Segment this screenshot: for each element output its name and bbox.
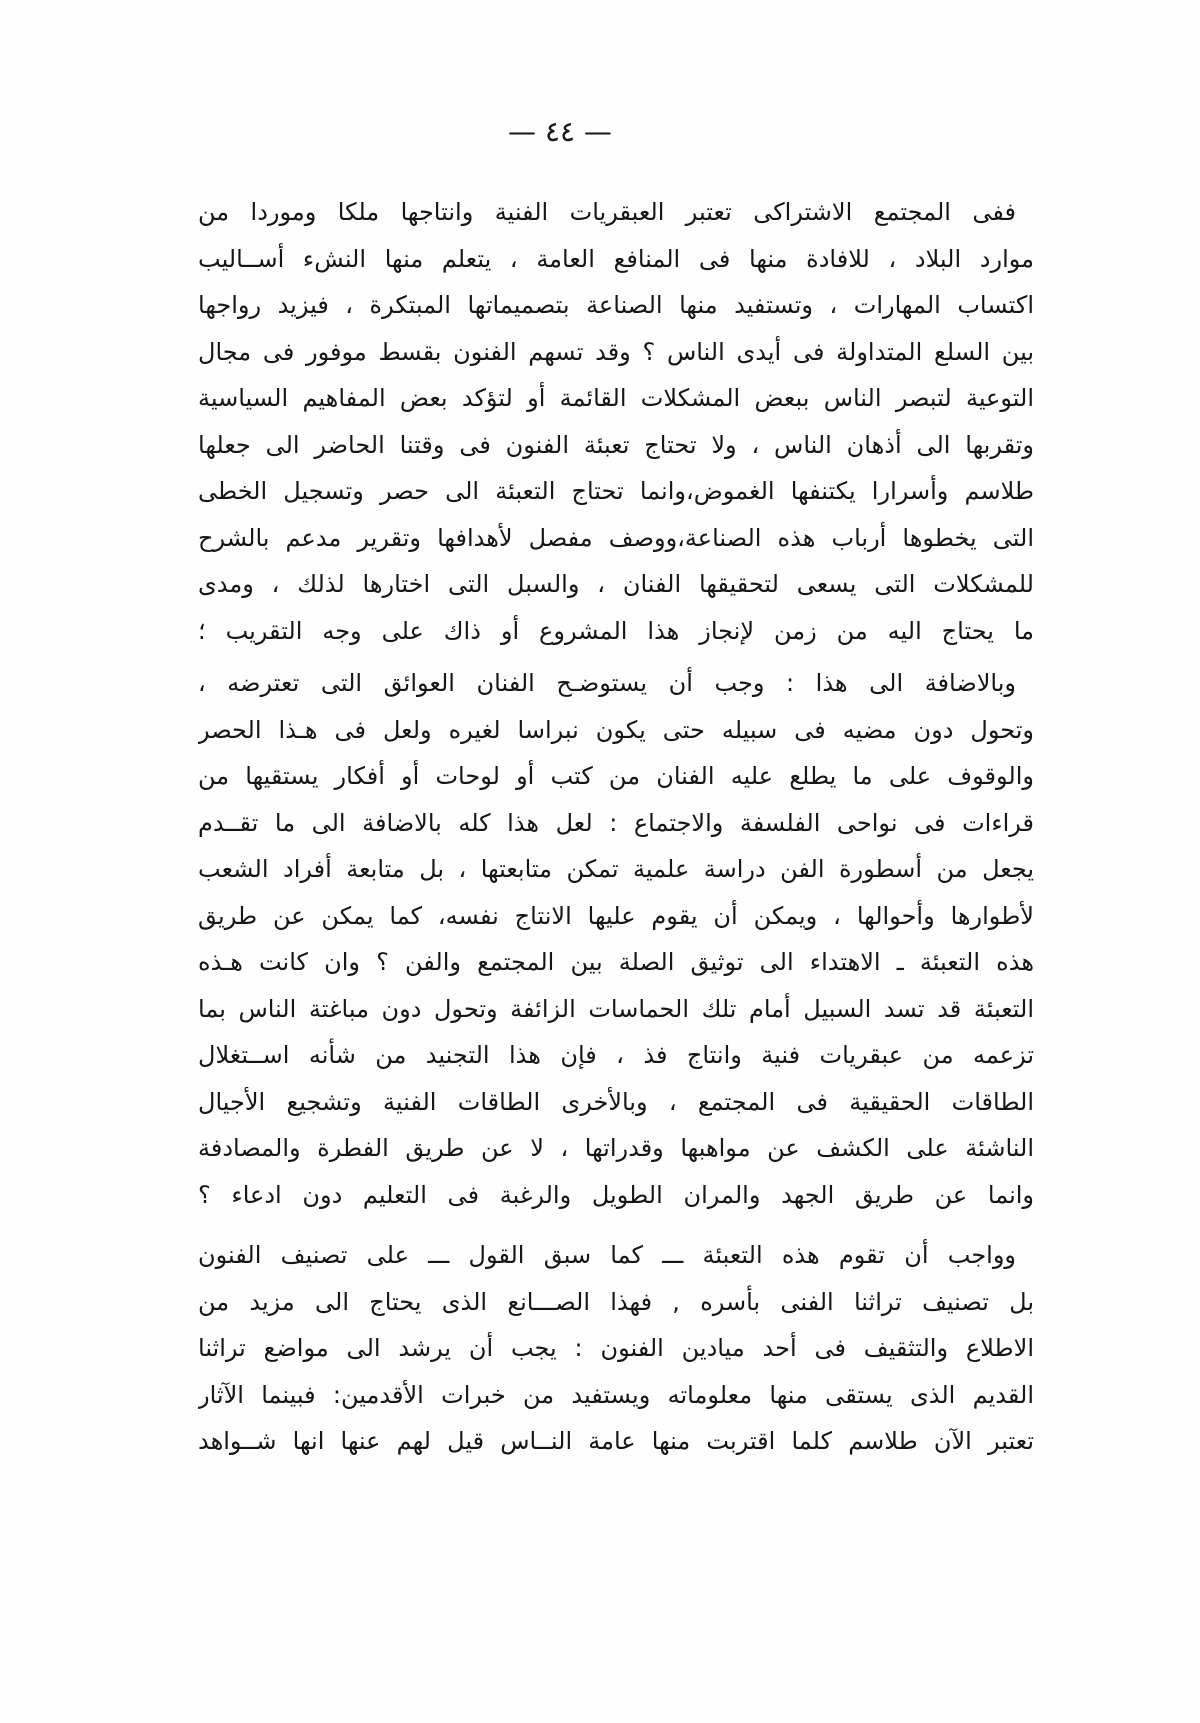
text-line: التى يخطوها أرباب هذه الصناعة،ووصف مفصل لأهدافها وتقرير مدعم بالشرح	[198, 523, 1034, 552]
text-line: والوقوف على ما يطلع عليه الفنان من كتب أو لوحات أو أفكار يستقيها من	[198, 762, 1034, 790]
text-line: بل تصنيف تراثنا الفنى بأسره , فهذا الصـــانع الذى يحتاج الى مزيد من	[198, 1287, 1034, 1316]
text-line: الاطلاع والتثقيف فى أحد ميادين الفنون : يجب أن يرشد الى مواضع تراثنا	[198, 1334, 1034, 1362]
text-line: قراءات فى نواحى الفلسفة والاجتماع : لعل هذا كله بالاضافة الى ما تقــدم	[198, 808, 1034, 837]
text-line: الطاقات الحقيقية فى المجتمع ، وبالأخرى الطاقات الفنية وتشجيع الأجيال	[198, 1087, 1034, 1116]
text-line: القديم الذى يستقى منها معلوماته ويستفيد من خبرات الأقدمين: فبينما الآثار	[198, 1380, 1034, 1409]
page-number: — ٤٤ —	[508, 115, 612, 148]
text-line: بين السلع المتداولة فى أيدى الناس ؟ وقد تسهم الفنون بقسط موفور فى مجال	[198, 337, 1034, 366]
text-line: وتقربها الى أذهان الناس ، ولا تحتاج تعبئة الفنون فى وقتنا الحاضر الى جعلها	[198, 430, 1034, 459]
text-line: وتحول دون مضيه فى سبيله حتى يكون نبراسا لغيره ولعل فى هـذا الحصر	[198, 715, 1034, 744]
text-line: ما يحتاج اليه من زمن لإنجاز هذا المشروع أو ذاك على وجه التقريب ؛	[198, 616, 1034, 645]
text-line: يجعل من أسطورة الفن دراسة علمية تمكن متابعتها ، بل متابعة أفراد الشعب	[198, 855, 1034, 883]
text-line: هذه التعبئة ـ الاهتداء الى توثيق الصلة بين المجتمع والفن ؟ وان كانت هـذه	[198, 948, 1034, 976]
paragraph	[198, 660, 1034, 1218]
text-line: وبالاضافة الى هذا : وجب أن يستوضـح الفنان العوائق التى تعترضه ،	[198, 669, 1016, 697]
text-line: تزعمه من عبقريات فنية وانتاج فذ ، فإن هذا التجنيد من شأنه اســتغلال	[198, 1041, 1034, 1069]
text-line: وانما عن طريق الجهد والمران الطويل والرغبة فى التعليم دون ادعاء ؟	[198, 1180, 1034, 1209]
text-line: التوعية لتبصر الناس ببعض المشكلات القائمة أو لتؤكد بعض المفاهيم السياسية	[198, 384, 1034, 412]
text-line: ففى المجتمع الاشتراكى تعتبر العبقريات الفنية وانتاجها ملكا وموردا من	[198, 198, 1016, 226]
text-line: لأطوارها وأحوالها ، ويمكن أن يقوم عليها الانتاج نفسه، كما يمكن عن طريق	[198, 901, 1034, 930]
paragraph	[198, 1232, 1034, 1465]
text-line: للمشكلات التى يسعى لتحقيقها الفنان ، والسبل التى اختارها لذلك ، ومدى	[198, 570, 1034, 598]
text-line: وواجب أن تقوم هذه التعبئة ـــ كما سبق القول ـــ على تصنيف الفنون	[198, 1241, 1016, 1269]
text-line: اكتساب المهارات ، وتستفيد منها الصناعة بتصميماتها المبتكرة ، فيزيد رواجها	[198, 291, 1034, 319]
text-line: طلاسم وأسرارا يكتنفها الغموض،وانما تحتاج التعبئة الى حصر وتسجيل الخطى	[198, 477, 1034, 505]
text-line: التعبئة قد تسد السبيل أمام تلك الحماسات الزائفة وتحول دون مباغتة الناس بما	[198, 994, 1034, 1023]
paragraph	[198, 189, 1034, 654]
text-line: موارد البلاد ، للافادة منها فى المنافع العامة ، يتعلم منها النشء أســاليب	[198, 244, 1034, 273]
text-line: تعتبر الآن طلاسم كلما اقتربت منها عامة النــاس قيل لهم عنها انها شــواهد	[198, 1427, 1034, 1455]
text-line: الناشئة على الكشف عن مواهبها وقدراتها ، لا عن طريق الفطرة والمصادفة	[198, 1134, 1034, 1162]
